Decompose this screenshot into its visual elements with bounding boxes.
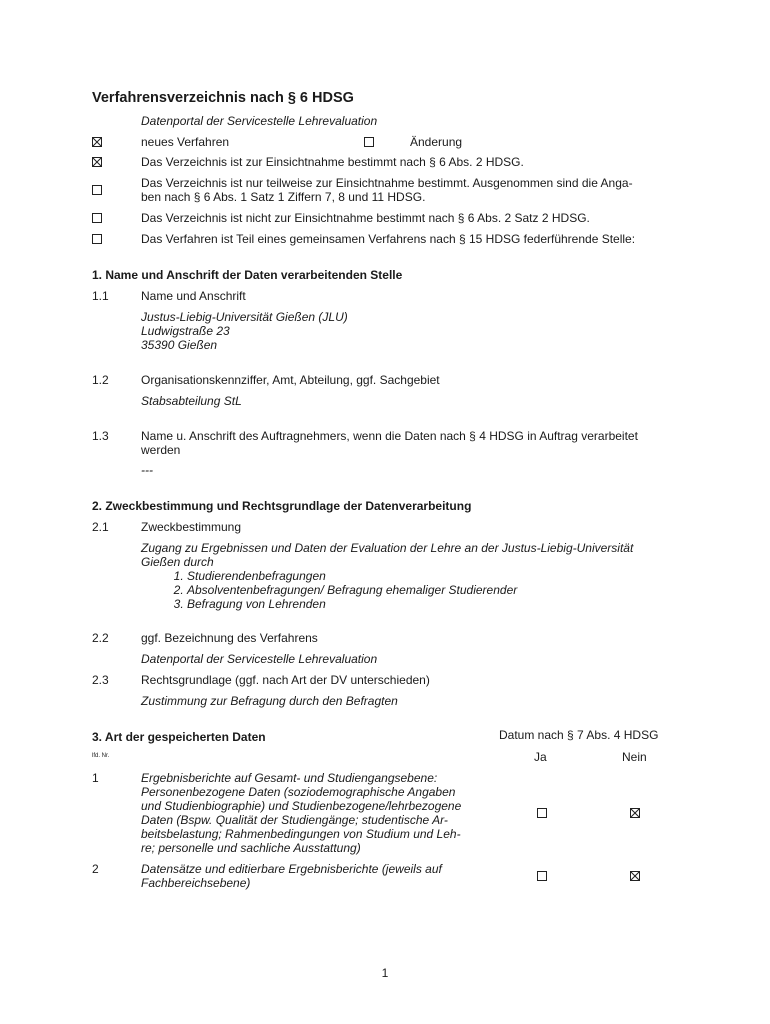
checkbox-row2-ja[interactable] — [537, 871, 547, 881]
item-number: 1.1 — [92, 289, 109, 303]
section-2-heading: 2. Zweckbestimmung und Rechtsgrundlage der Datenverarbeitung — [92, 499, 472, 513]
item-value: --- — [141, 463, 153, 477]
row-line: Ergebnisberichte auf Gesamt- und Studiengangsebene: — [141, 771, 438, 785]
item-value — [141, 310, 348, 352]
item-number: 1.2 — [92, 373, 109, 387]
item-value: Datenportal der Servicestelle Lehrevaluation — [141, 652, 378, 666]
checkbox-label-teilweise — [141, 176, 633, 204]
row-number-label: lfd. Nr. — [92, 753, 110, 759]
item-value — [141, 541, 633, 611]
list-item: 1. Studierendenbefragungen — [187, 569, 633, 583]
check-x-icon — [93, 138, 101, 146]
checkbox-gemeinsames-verfahren[interactable] — [92, 234, 102, 244]
label-line: werden — [141, 443, 181, 457]
checkbox-aenderung[interactable] — [364, 137, 374, 147]
item-label: Rechtsgrundlage (ggf. nach Art der DV unterschieden) — [141, 673, 430, 687]
checkbox-label-neues-verfahren: neues Verfahren — [141, 135, 230, 149]
page-number: 1 — [381, 966, 389, 980]
column-header: Datum nach § 7 Abs. 4 HDSG — [499, 728, 659, 742]
item-label: Organisationskennziffer, Amt, Abteilung, ggf. Sachgebiet — [141, 373, 440, 387]
item-label: Name und Anschrift — [141, 289, 246, 303]
row-line: re; personelle und sachliche Ausstattung) — [141, 841, 361, 855]
label-line: Das Verzeichnis ist nur teilweise zur Einsichtnahme bestimmt. Ausgenommen sind die Anga- — [141, 176, 633, 190]
table-row-text — [141, 862, 442, 890]
value-line: Ludwigstraße 23 — [141, 324, 230, 338]
checkbox-label-einsichtnahme: Das Verzeichnis ist zur Einsichtnahme bestimmt nach § 6 Abs. 2 HDSG. — [141, 155, 524, 169]
subtitle: Datenportal der Servicestelle Lehrevaluation — [141, 114, 378, 128]
checkbox-teilweise[interactable] — [92, 185, 102, 195]
list-item: 2. Absolventenbefragungen/ Befragung ehemaliger Studierender — [187, 583, 633, 597]
list-item: 3. Befragung von Lehrenden — [187, 597, 633, 611]
check-x-icon — [631, 809, 639, 817]
value-line: Gießen durch — [141, 555, 214, 569]
column-nein: Nein — [622, 750, 647, 764]
item-label — [141, 429, 638, 457]
item-value: Stabsabteilung StL — [141, 394, 242, 408]
label-line: ben nach § 6 Abs. 1 Satz 1 Ziffern 7, 8 und 11 HDSG. — [141, 190, 426, 204]
checkbox-row1-ja[interactable] — [537, 808, 547, 818]
row-line: Personenbezogene Daten (soziodemographische Angaben — [141, 785, 456, 799]
checkbox-nicht-einsichtnahme[interactable] — [92, 213, 102, 223]
checkbox-neues-verfahren[interactable] — [92, 137, 102, 147]
checkbox-row2-nein[interactable] — [630, 871, 640, 881]
page-title: Verfahrensverzeichnis nach § 6 HDSG — [92, 90, 354, 106]
label-line: Name u. Anschrift des Auftragnehmers, wenn die Daten nach § 4 HDSG in Auftrag verarbeitet — [141, 429, 638, 443]
value-line: Zugang zu Ergebnissen und Daten der Evaluation der Lehre an der Justus-Liebig-Universität — [141, 541, 634, 555]
row-line: Datensätze und editierbare Ergebnisberichte (jeweils auf — [141, 862, 442, 876]
checkbox-row1-nein[interactable] — [630, 808, 640, 818]
section-1-heading: 1. Name und Anschrift der Daten verarbeitenden Stelle — [92, 268, 403, 282]
checkbox-label-nicht-einsichtnahme: Das Verzeichnis ist nicht zur Einsichtnahme bestimmt nach § 6 Abs. 2 Satz 2 HDSG. — [141, 211, 590, 225]
check-x-icon — [631, 872, 639, 880]
row-line: Daten (Bspw. Qualität der Studiengänge; studentische Ar- — [141, 813, 448, 827]
table-row-number: 2 — [92, 862, 99, 876]
item-label: ggf. Bezeichnung des Verfahrens — [141, 631, 318, 645]
row-line: Fachbereichsebene) — [141, 876, 251, 890]
section-3-heading: 3. Art der gespeicherten Daten — [92, 730, 266, 744]
item-value: Zustimmung zur Befragung durch den Befragten — [141, 694, 398, 708]
check-x-icon — [93, 158, 101, 166]
column-ja: Ja — [534, 750, 547, 764]
row-line: und Studienbiographie) und Studienbezogene/lehrbezogene — [141, 799, 462, 813]
item-number: 2.2 — [92, 631, 109, 645]
row-line: beitsbelastung; Rahmenbedingungen von Studium und Leh- — [141, 827, 461, 841]
item-number: 2.1 — [92, 520, 109, 534]
checkbox-label-gemeinsames-verfahren: Das Verfahren ist Teil eines gemeinsamen Verfahrens nach § 15 HDSG federführende Stelle: — [141, 232, 636, 246]
checkbox-label-aenderung: Änderung — [410, 135, 463, 149]
table-row-text — [141, 771, 461, 855]
purpose-list — [141, 569, 633, 611]
item-number: 2.3 — [92, 673, 109, 687]
checkbox-einsichtnahme[interactable] — [92, 157, 102, 167]
value-line: 35390 Gießen — [141, 338, 218, 352]
table-row-number: 1 — [92, 771, 99, 785]
item-label: Zweckbestimmung — [141, 520, 242, 534]
item-number: 1.3 — [92, 429, 109, 443]
value-line: Justus-Liebig-Universität Gießen (JLU) — [141, 310, 348, 324]
